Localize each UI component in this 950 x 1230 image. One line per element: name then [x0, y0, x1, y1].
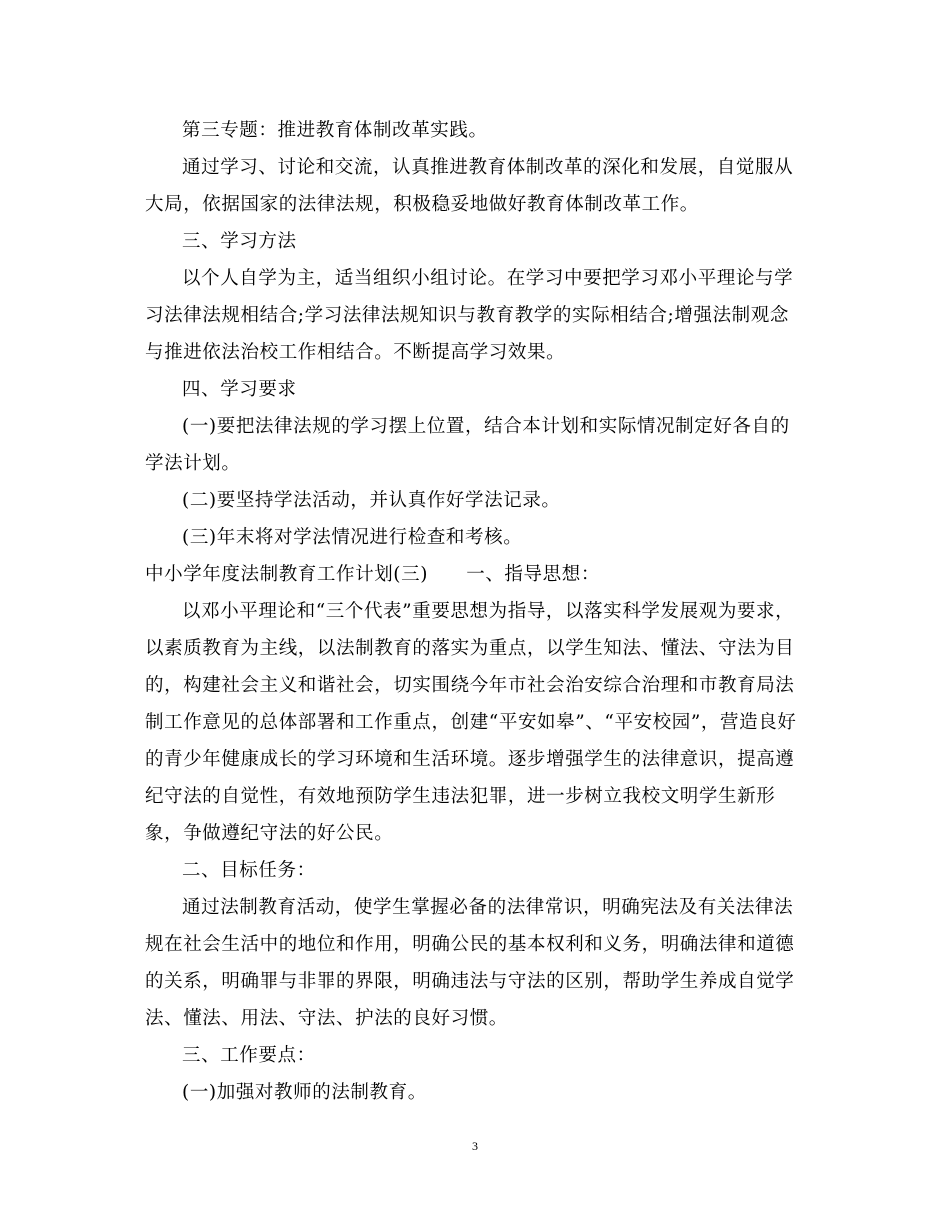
paragraph-work-point-1: (一)加强对教师的法制教育。	[182, 1082, 427, 1103]
heading-study-methods: 三、学习方法	[182, 231, 297, 252]
paragraph-requirement-1: (一)要把法律法规的学习摆上位置，结合本计划和实际情况制定好各自的学法计划。	[145, 416, 790, 474]
document-body	[145, 112, 807, 1111]
heading-work-points: 三、工作要点：	[182, 1045, 316, 1066]
paragraph-topic-three-body: 通过学习、讨论和交流，认真推进教育体制改革的深化和发展，自觉服从大局，依据国家的法律法规，积极稳妥地做好教育体制改革工作。	[145, 157, 794, 215]
paragraph-requirement-3: (三)年末将对学法情况进行检查和考核。	[182, 527, 523, 548]
paragraph-guiding-thought: 以邓小平理论和“三个代表”重要思想为指导，以落实科学发展观为要求，以素质教育为主线，以法制教育的落实为重点，以学生知法、懂法、守法为目的，构建社会主义和谐社会，切实围绕今年市社会治安综合治理和市教育局法制工作意见的总体部署和工作重点，创建“平安如皋”、“平安校园”，营造良好的青少年健康成长的学习环境和生活环境。逐步增强学生的法律意识，提高遵纪守法的自觉性，有效地预防学生违法犯罪，进一步树立我校文明学生新形象，争做遵纪守法的好公民。	[145, 601, 797, 844]
heading-goals-tasks: 二、目标任务：	[182, 860, 316, 881]
paragraph-topic-three: 第三专题：推进教育体制改革实践。	[182, 120, 488, 141]
paragraph-goals-tasks: 通过法制教育活动，使学生掌握必备的法律常识，明确宪法及有关法律法规在社会生活中的地位和作用，明确公民的基本权利和义务，明确法律和道德的关系，明确罪与非罪的界限，明确违法与守法的区别，帮助学生养成自觉学法、懂法、用法、守法、护法的良好习惯。	[145, 897, 795, 1029]
page-number: 3	[472, 1139, 478, 1153]
paragraph-requirement-2: (二)要坚持学法活动，并认真作好学法记录。	[182, 490, 561, 511]
section-title-plan-three: 中小学年度法制教育工作计划(三) 一、指导思想：	[145, 564, 600, 585]
paragraph-study-methods: 以个人自学为主，适当组织小组讨论。在学习中要把学习邓小平理论与学习法律法规相结合;学习法律法规知识与教育教学的实际相结合;增强法制观念与推进依法治校工作相结合。不断提高学习效果。	[145, 268, 794, 363]
heading-study-requirements: 四、学习要求	[182, 379, 297, 400]
